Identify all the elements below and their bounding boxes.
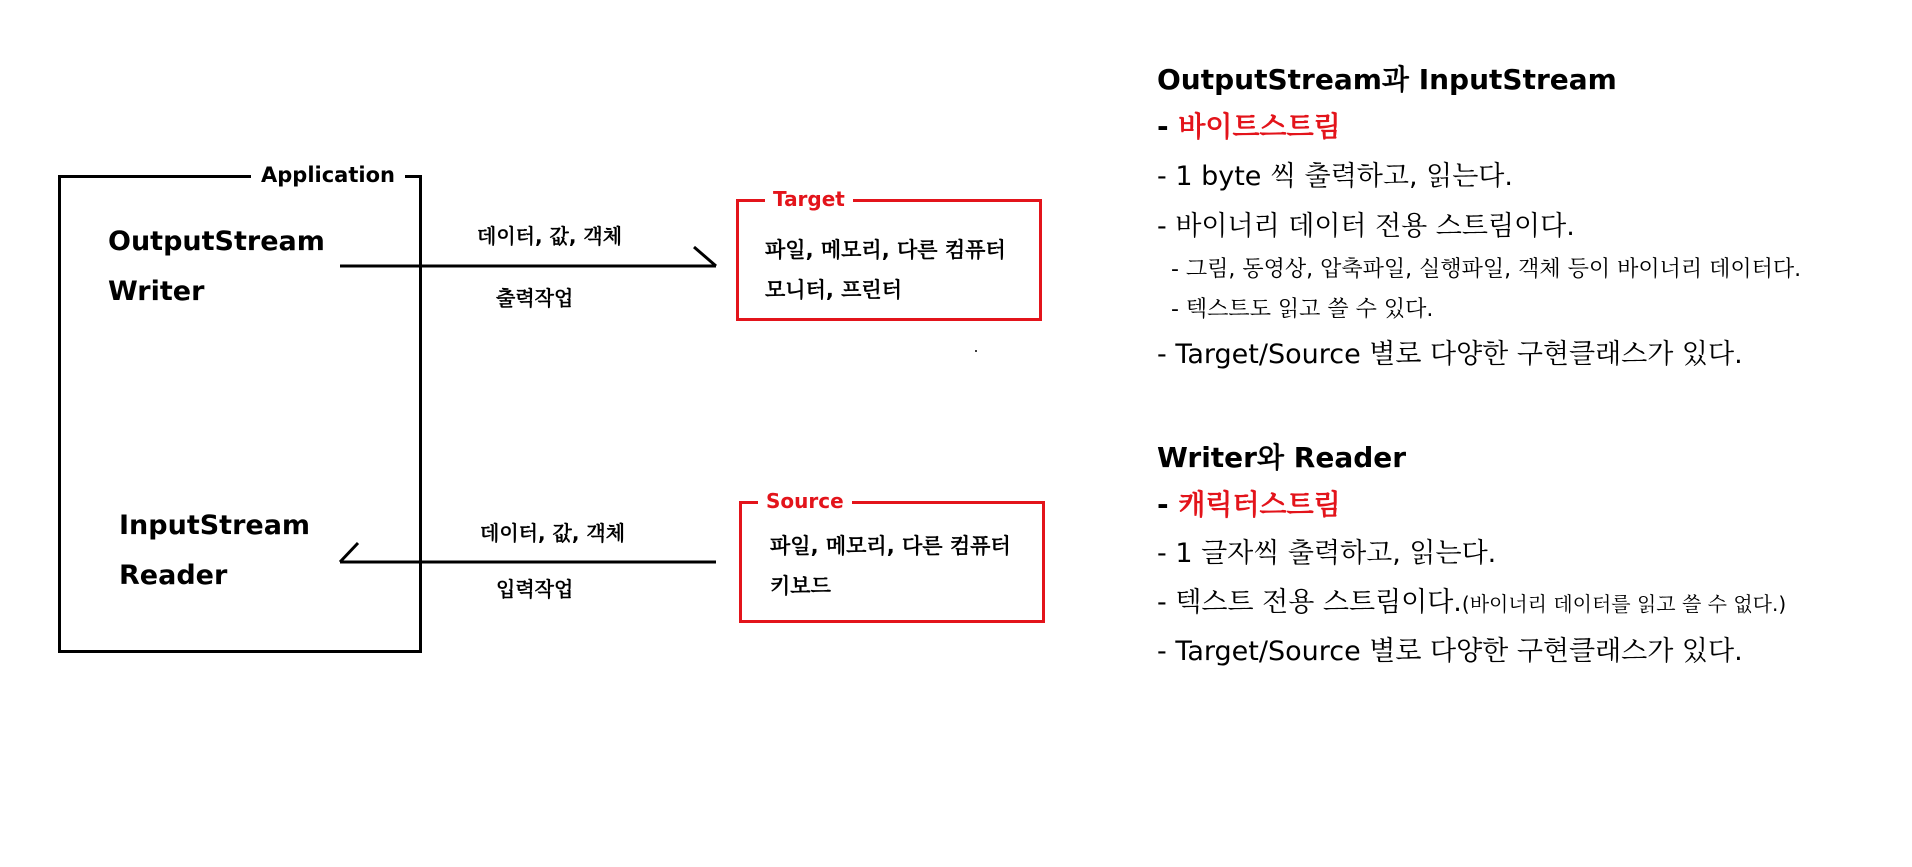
inputstream-label: InputStream (119, 510, 311, 541)
byte-section-type (1157, 110, 1341, 144)
output-data-label: 데이터, 값, 객체 (477, 224, 623, 248)
source-box (739, 489, 1045, 623)
target-line-2: 모니터, 프린터 (765, 278, 903, 302)
output-action-label: 출력작업 (496, 286, 574, 310)
char-type-prefix: - (1157, 488, 1179, 521)
char-section-type (1157, 488, 1341, 522)
writer-label: Writer (108, 276, 205, 307)
char-line-2-note: (바이너리 데이터를 읽고 쓸 수 없다.) (1461, 592, 1787, 616)
output-arrow (340, 247, 716, 266)
input-data-label: 데이터, 값, 객체 (480, 521, 626, 545)
byte-type-label: 바이트스트림 (1178, 110, 1341, 143)
char-type-label: 캐릭터스트림 (1178, 488, 1341, 521)
target-label: Target (765, 186, 853, 212)
byte-line-2: - 바이너리 데이터 전용 스트림이다. (1157, 211, 1575, 242)
outputstream-label: OutputStream (108, 226, 325, 257)
application-label: Application (251, 162, 405, 188)
source-line-2: 키보드 (770, 574, 831, 598)
input-action-label: 입력작업 (496, 577, 574, 601)
byte-section-title: OutputStream과 InputStream (1157, 63, 1617, 96)
stray-dot (975, 350, 977, 352)
byte-type-prefix: - (1157, 110, 1179, 143)
reader-label: Reader (119, 560, 228, 591)
char-line-2 (1157, 586, 1786, 621)
source-label: Source (758, 488, 852, 514)
byte-line-1: - 1 byte 씩 출력하고, 읽는다. (1157, 161, 1513, 192)
source-line-1: 파일, 메모리, 다른 컴퓨터 (770, 534, 1011, 558)
char-line-3: - Target/Source 별로 다양한 구현클래스가 있다. (1157, 636, 1743, 667)
char-section-title: Writer와 Reader (1157, 441, 1407, 474)
target-box (736, 187, 1042, 321)
char-line-1: - 1 글자씩 출력하고, 읽는다. (1157, 538, 1497, 569)
target-line-1: 파일, 메모리, 다른 컴퓨터 (765, 238, 1006, 262)
byte-sub-line-2: - 텍스트도 읽고 쓸 수 있다. (1171, 297, 1434, 322)
byte-line-3: - Target/Source 별로 다양한 구현클래스가 있다. (1157, 339, 1743, 370)
byte-sub-line-1: - 그림, 동영상, 압축파일, 실행파일, 객체 등이 바이너리 데이터다. (1171, 257, 1802, 282)
char-line-2-main: - 텍스트 전용 스트림이다. (1157, 587, 1462, 618)
